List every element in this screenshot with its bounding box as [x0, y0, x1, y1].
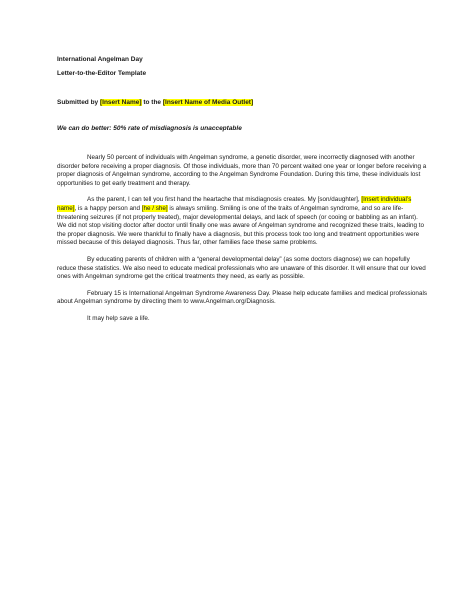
paragraph-education: By educating parents of children with a “general developmental delay” (as some doctors diagnose) we can hopefully reduce these statistics. We also need to educate medical professionals who are unaware of this disorder. It will ensure that our loved ones with Angelman syndrome get the critical treatments they need, as early as possible.: [57, 255, 426, 281]
letter-headline: We can do better: 50% rate of misdiagnosis is unacceptable: [57, 125, 242, 132]
paragraph-awareness-day: February 15 is International Angelman Syndrome Awareness Day. Please help educate families and medical professionals about Angelman syndrome by directing them to www.Angelman.org/Diagnosis.: [57, 289, 427, 306]
paragraph-text: As the parent, I can tell you first hand the heartache that misdiagnosis creates. My [son/daughter],: [87, 196, 362, 204]
document-title: International Angelman Day: [57, 56, 143, 63]
submitted-line: [57, 99, 427, 107]
letter-body: [57, 56, 427, 324]
pronoun-placeholder: [he / she]: [141, 204, 168, 212]
name-placeholder: [Insert Name]: [99, 99, 142, 106]
submitted-prefix: Submitted by: [57, 99, 100, 106]
paragraph-parent-story: [57, 196, 427, 248]
paragraph-text: is always smiling. Smiling is one of the traits of Angelman syndrome, and so are life-threatening seizures (if not properly treated), major developmental delays, and lack of speech (or cooing or babbling as an infant). We did not stop visiting doctor after doctor until finally one was aware of Angelman syndrome and recognized these traits, leading to the proper diagnosis. We were thankful to finally have a diagnosis, but this process took too long and treatment opportunities were missed because of this delayed diagnosis. Thus far, other families face these same problems.: [57, 204, 425, 247]
paragraph-text: , is a happy person and: [74, 204, 142, 212]
media-outlet-placeholder: [Insert Name of Media Outlet]: [162, 99, 254, 106]
paragraph-closing: It may help save a life.: [87, 314, 150, 322]
individual-name-placeholder: [Insert individual’s name]: [57, 196, 412, 212]
paragraph-statistics: Nearly 50 percent of individuals with Angelman syndrome, a genetic disorder, were incorrectly diagnosed with another disorder before receiving a proper diagnosis. Of those individuals, more than 70 percent waited one year or longer before receiving a proper diagnosis of Angelman syndrome, according to the Angelman Syndrome Foundation. During this time, these individuals lost opportunities to get early treatment and therapy.: [57, 154, 427, 187]
document-subtitle: Letter-to-the-Editor Template: [57, 70, 147, 77]
submitted-middle: to the: [141, 99, 163, 106]
